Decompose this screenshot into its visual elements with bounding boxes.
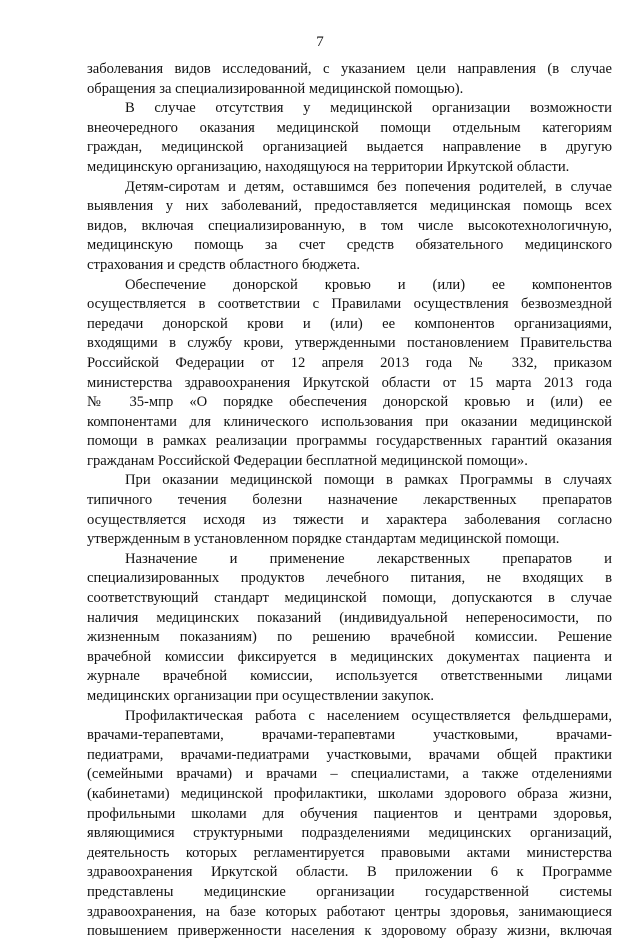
- text-line: страхования и средств областного бюджета.: [87, 256, 361, 273]
- text-line: выявления у них заболеваний, предоставляется медицинская помощь всех: [87, 198, 612, 215]
- text-line: здравоохранения, на базе которых работают центры здоровья, занимающиеся: [87, 903, 612, 920]
- text-line: Обеспечение донорской кровью и (или) ее компонентов: [125, 276, 612, 293]
- text-line: (семейными врачами) и врачами – специалистами, а также отделениями: [87, 766, 612, 783]
- text-line: Детям-сиротам и детям, оставшимся без попечения родителей, в случае: [125, 178, 612, 195]
- text-line: повышением приверженности населения к здоровому образу жизни, включая: [87, 923, 612, 940]
- text-line: медицинских организации при осуществлении закупок.: [87, 688, 435, 704]
- text-line: министерства здравоохранения Иркутской области от 15 марта 2013 года: [87, 374, 612, 391]
- text-line: гражданам Российской Федерации бесплатной медицинской помощи».: [87, 452, 528, 469]
- text-line: соответствующий стандарт медицинской помощи, допускаются в случае: [87, 590, 612, 607]
- text-line: входящими в службу крови, утвержденными постановлением Правительства: [87, 335, 612, 352]
- text-line: осуществляется исходя из тяжести и характера заболевания согласно: [87, 511, 612, 528]
- document-body: [87, 60, 612, 942]
- text-line: В случае отсутствия у медицинской организации возможности: [125, 100, 612, 117]
- text-line: здравоохранения Иркутской области. В приложении 6 к Программе: [87, 864, 612, 881]
- text-line: педиатрами, врачами-педиатрами участковыми, врачами общей практики: [87, 746, 612, 763]
- text-line: врачами-терапевтами, врачами-терапевтами участковыми, врачами-: [87, 727, 612, 744]
- text-line: обращения за специализированной медицинской помощью).: [87, 80, 464, 97]
- text-line: утвержденным в установленном порядке стандартам медицинской помощи.: [87, 531, 560, 548]
- text-line: специализированных продуктов лечебного питания, не входящих в: [87, 570, 612, 587]
- text-line: являющимися структурными подразделениями медицинских организаций,: [87, 825, 612, 842]
- text-line: видов, включая специализированную, в том числе высокотехнологичную,: [87, 217, 612, 234]
- text-line: № 35-мпр «О порядке обеспечения донорской кровью и (или) ее: [87, 394, 612, 411]
- text-line: медицинскую организацию, находящуюся на территории Иркутской области.: [87, 158, 570, 175]
- text-line: помощи в рамках реализации программы государственных гарантий оказания: [87, 433, 612, 450]
- text-line: медицинскую помощь за счет средств обязательного медицинского: [87, 237, 612, 254]
- text-line: При оказании медицинской помощи в рамках Программы в случаях: [125, 472, 612, 489]
- text-line: граждан, медицинской организацией выдается направление в другую: [87, 139, 612, 156]
- text-line: Российской Федерации от 12 апреля 2013 года № 332, приказом: [87, 354, 612, 371]
- text-line: наличия медицинских показаний (индивидуальной непереносимости, по: [87, 609, 612, 626]
- text-line: (кабинетами) медицинской профилактики, школами здорового образа жизни,: [87, 785, 612, 802]
- text-line: представлены медицинские организации государственной системы: [87, 883, 612, 900]
- text-line: профильными школами для обучения пациентов и центрами здоровья,: [87, 805, 612, 822]
- page-number: 7: [316, 34, 324, 50]
- text-line: заболевания видов исследований, с указанием цели направления (в случае: [87, 61, 612, 77]
- text-line: типичного течения болезни назначение лекарственных препаратов: [87, 492, 612, 509]
- text-line: передачи донорской крови и (или) ее компонентов организациями,: [87, 315, 612, 332]
- text-line: журнале врачебной комиссии, используется ответственными лицами: [87, 668, 612, 685]
- text-line: деятельность которых регламентируется правовыми актами министерства: [87, 844, 612, 861]
- text-line: врачебной комиссии фиксируется в медицинских документах пациента и: [87, 648, 612, 665]
- text-line: жизненным показаниям) по решению врачебной комиссии. Решение: [87, 629, 612, 646]
- text-line: компонентами для клинического использования при оказании медицинской: [87, 413, 612, 430]
- text-line: осуществляется в соответствии с Правилами осуществления безвозмездной: [87, 296, 612, 313]
- text-line: внеочередного оказания медицинской помощи отдельным категориям: [87, 119, 612, 136]
- text-line: Профилактическая работа с населением осуществляется фельдшерами,: [125, 707, 612, 724]
- text-line: Назначение и применение лекарственных препаратов и: [125, 550, 612, 567]
